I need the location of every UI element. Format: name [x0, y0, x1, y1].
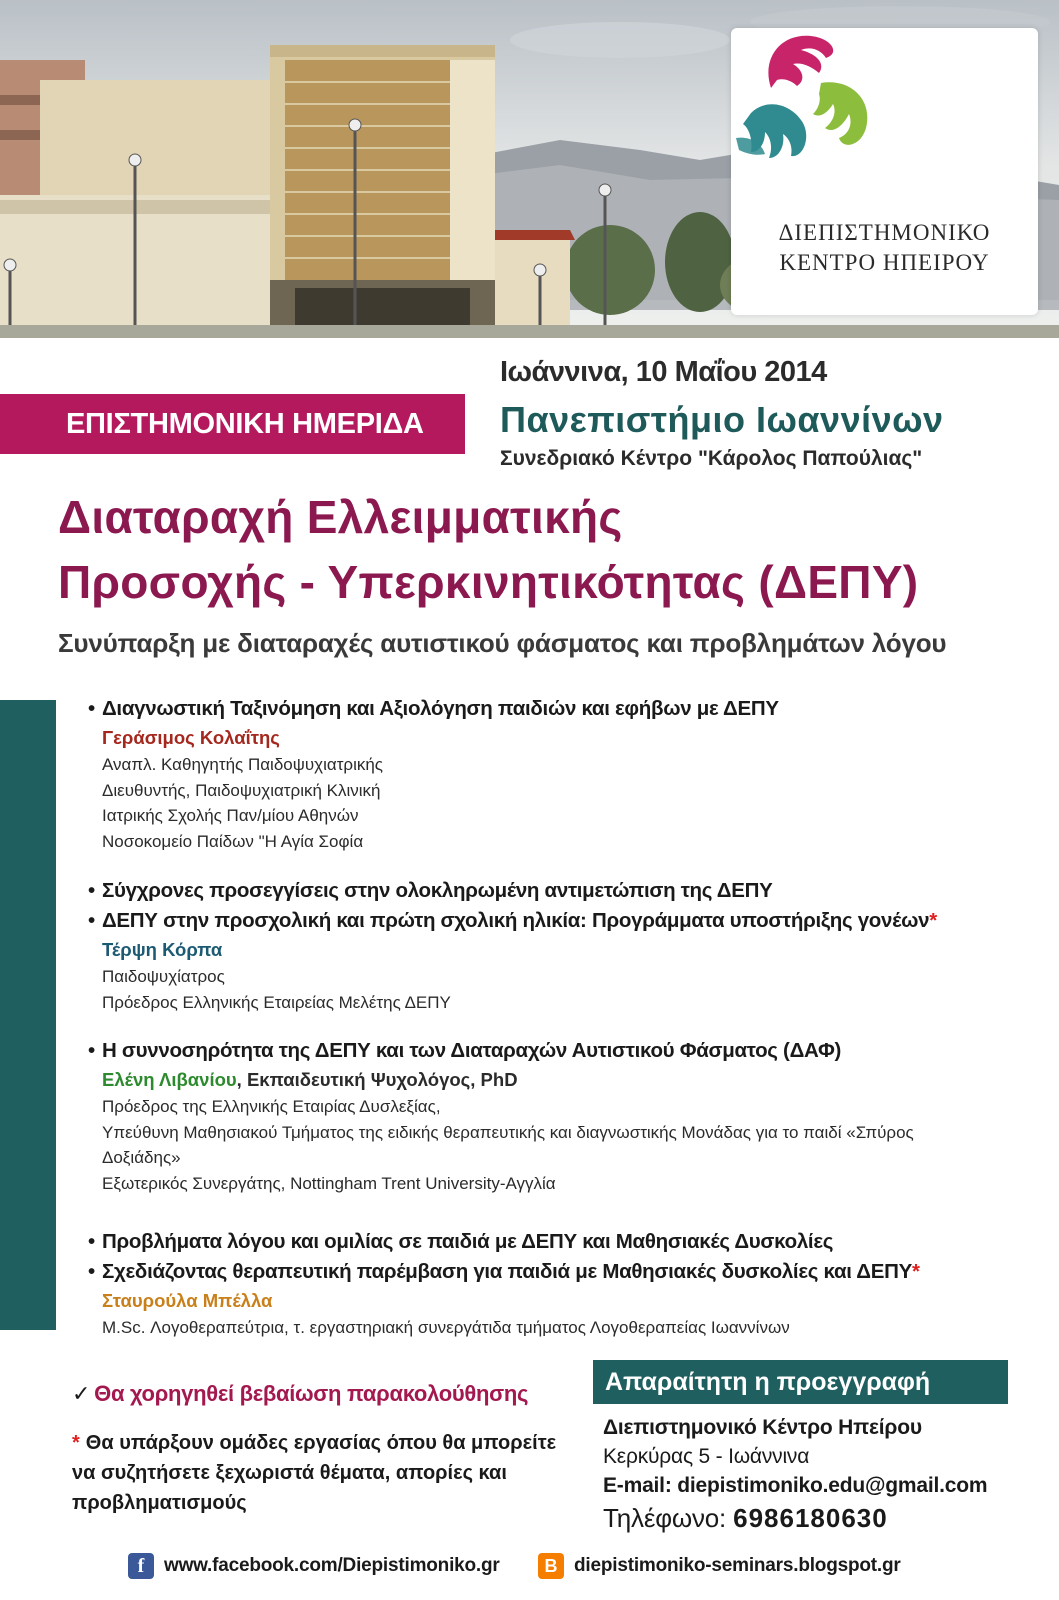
check-icon: ✓	[72, 1381, 91, 1406]
speaker-name: Ελένη Λιβανίου, Εκπαιδευτική Ψυχολόγος, PhD	[102, 1069, 518, 1090]
email-link[interactable]: diepistimoniko.edu@gmail.com	[677, 1474, 988, 1497]
speaker-name: Σταυρούλα Μπέλλα	[102, 1290, 273, 1311]
speaker-affiliation: Πρόεδρος Ελληνικής Εταιρείας Μελέτης ΔΕΠΥ	[102, 992, 451, 1012]
hands-logo-icon	[731, 28, 876, 168]
phone-line: Τηλέφωνο: 6986180630	[603, 1503, 888, 1533]
program-block-3	[88, 1036, 1038, 1196]
university-name: Πανεπιστήμιο Ιωαννίνων	[500, 399, 944, 440]
logo-text-line2: ΚΕΝΤΡΟ ΗΠΕΙΡΟΥ	[779, 250, 990, 275]
organization-name: Διεπιστημονικό Κέντρο Ηπείρου	[603, 1416, 922, 1439]
event-title-line1: Διαταραχή Ελλειμματικής	[58, 491, 623, 543]
program-topic: • Προβλήματα λόγου και ομιλίας σε παιδιά με ΔΕΠΥ και Μαθησιακές Δυσκολίες	[88, 1230, 834, 1253]
speaker-affiliation: Αναπλ. Καθηγητής Παιδοψυχιατρικής	[102, 755, 383, 774]
program-topic: • ΔΕΠΥ στην προσχολική και πρώτη σχολική ηλικία: Προγράμματα υποστήριξης γονέων*	[88, 909, 937, 932]
contact-info	[603, 1413, 987, 1533]
speaker-affiliation: Δοξιάδης»	[102, 1148, 181, 1167]
program-topic: • Σχεδιάζοντας θεραπευτική παρέμβαση για παιδιά με Μαθησιακές δυσκολίες και ΔΕΠΥ*	[88, 1260, 920, 1283]
email-line: E-mail: diepistimoniko.edu@gmail.com	[603, 1474, 988, 1497]
speaker-affiliation: Παιδοψυχίατρος	[102, 967, 225, 986]
facebook-icon: f	[128, 1553, 154, 1579]
program-topic: • Η συννοσηρότητα της ΔΕΠΥ και των Διαταραχών Αυτιστικού Φάσματος (ΔΑΦ)	[88, 1039, 842, 1062]
header-photo	[0, 0, 1059, 338]
facebook-url[interactable]: www.facebook.com/Diepistimoniko.gr	[164, 1555, 500, 1576]
logo-card	[731, 28, 1038, 315]
program-topic: • Διαγνωστική Ταξινόμηση και Αξιολόγηση παιδιών και εφήβων με ΔΕΠΥ	[88, 697, 779, 720]
logo-text-line1: ΔΙΕΠΙΣΤΗΜΟΝΙΚΟ	[778, 220, 991, 245]
program-side-bar	[0, 700, 56, 1330]
speaker-affiliation: Νοσοκομείο Παίδων "Η Αγία Σοφία	[102, 831, 364, 851]
registration-banner: Απαραίτητη η προεγγραφή	[593, 1360, 1008, 1404]
speaker-affiliation: Υπεύθυνη Μαθησιακού Τμήματος της ειδικής θεραπευτικής και διαγνωστικής Μονάδας για το παιδί «Σπύρος	[102, 1122, 914, 1142]
event-type-banner: ΕΠΙΣΤΗΜΟΝΙΚΗ ΗΜΕΡΙΔΑ	[0, 394, 465, 454]
phone-number[interactable]: 6986180630	[733, 1503, 888, 1533]
event-title-line2: Προσοχής - Υπερκινητικότητας (ΔΕΠΥ)	[58, 556, 919, 608]
program-block-4	[88, 1227, 1038, 1341]
program-block-1	[88, 694, 1038, 854]
facebook-link[interactable]	[128, 1553, 500, 1579]
blogger-icon: B	[538, 1553, 564, 1579]
speaker-name: Τέρψη Κόρπα	[102, 939, 223, 960]
event-date: Ιωάννινα, 10 Μαΐου 2014	[500, 356, 827, 388]
event-subtitle: Συνύπαρξη με διαταραχές αυτιστικού φάσματος και προβλημάτων λόγου	[58, 628, 947, 658]
speaker-affiliation: Εξωτερικός Συνεργάτης, Nottingham Trent University-Αγγλία	[102, 1173, 556, 1193]
workshop-note: * Θα υπάρξουν ομάδες εργασίας όπου θα μπορείτε να συζητήσετε ξεχωριστά θέματα, απορίες και προβληματισμούς	[72, 1432, 557, 1514]
venue-name: Συνεδριακό Κέντρο "Κάρολος Παπούλιας"	[500, 447, 923, 470]
speaker-affiliation: Διευθυντής, Παιδοψυχιατρική Κλινική	[102, 780, 381, 800]
certificate-note: ✓ Θα χορηγηθεί βεβαίωση παρακολούθησης	[72, 1381, 529, 1406]
speaker-affiliation: M.Sc. Λογοθεραπεύτρια, τ. εργαστηριακή συνεργάτιδα τμήματος Λογοθεραπείας Ιωαννίνων	[102, 1318, 790, 1337]
program-block-2	[88, 876, 1038, 1015]
address: Κερκύρας 5 - Ιωάννινα	[603, 1445, 810, 1468]
speaker-affiliation: Ιατρικής Σχολής Παν/μίου Αθηνών	[102, 806, 359, 825]
blog-link[interactable]	[538, 1553, 901, 1579]
speaker-affiliation: Πρόεδρος της Ελληνικής Εταιρίας Δυσλεξίας,	[102, 1097, 441, 1116]
speaker-name: Γεράσιμος Κολαΐτης	[102, 727, 280, 748]
blog-url[interactable]: diepistimoniko-seminars.blogspot.gr	[574, 1555, 901, 1576]
program-topic: • Σύγχρονες προσεγγίσεις στην ολοκληρωμένη αντιμετώπιση της ΔΕΠΥ	[88, 879, 773, 902]
